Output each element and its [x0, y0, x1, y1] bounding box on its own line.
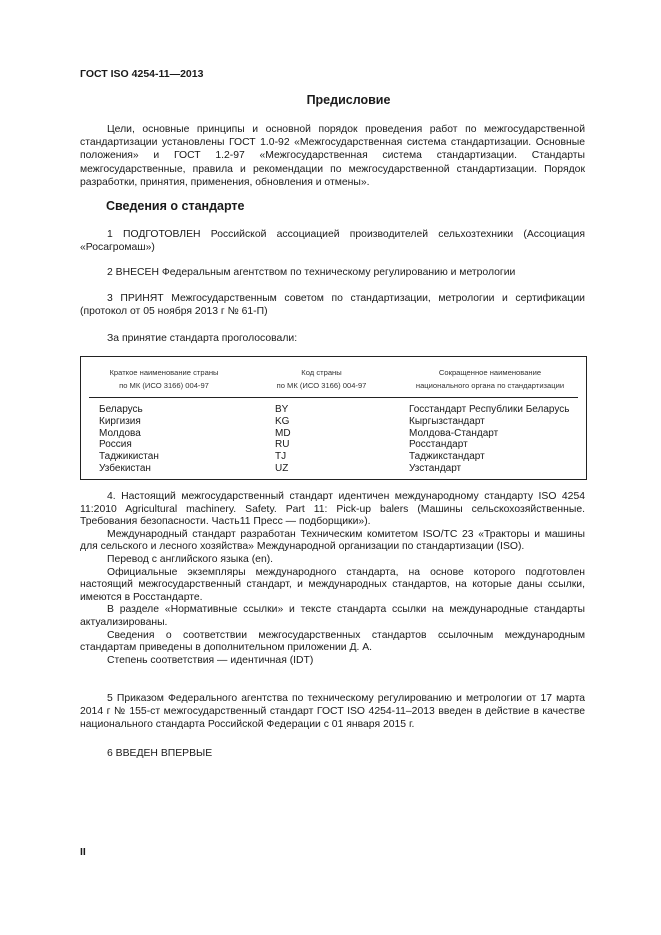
table-cell: Киргизия	[99, 415, 141, 427]
table-cell: Таджикстандарт	[409, 451, 485, 463]
item-4-block	[80, 491, 585, 667]
country-column	[99, 404, 159, 475]
header-line: Сокращенное наименование	[438, 368, 542, 377]
vote-intro: За принятие стандарта проголосовали:	[107, 333, 298, 344]
table-cell: Россия	[99, 439, 132, 451]
item-2: 2 ВНЕСЕН Федеральным агентством по техническому регулированию и метрологии	[107, 267, 516, 278]
header-line: Краткое наименование страны	[109, 368, 219, 377]
table-cell: Беларусь	[99, 404, 143, 415]
item-4-paragraph: Сведения о соответствии межгосударственных стандартов ссылочным международным стандартам приведены в дополнительном приложении Д. А.	[80, 629, 585, 654]
table-cell: Молдова	[99, 427, 141, 439]
table-header-code	[249, 367, 394, 392]
table-cell: Узстандарт	[409, 462, 462, 474]
header-line: Код страны	[301, 368, 342, 377]
page-number: II	[80, 846, 86, 858]
table-cell: RU	[275, 439, 290, 451]
body-column	[409, 404, 569, 475]
header-line: по МК (ИСО 3166) 004-97	[119, 380, 209, 390]
vote-table	[80, 356, 587, 480]
item-4-paragraph: В разделе «Нормативные ссылки» и тексте стандарта ссылки на международные стандарты актуализированы.	[80, 604, 585, 628]
item-1: 1 ПОДГОТОВЛЕН Российской ассоциацией производителей сельхозтехники (Ассоциация «Росагромаш»)	[80, 229, 585, 254]
table-cell: Росстандарт	[409, 439, 468, 451]
table-cell: Госстандарт Республики Беларусь	[409, 404, 570, 415]
item-6: 6 ВВЕДЕН ВПЕРВЫЕ	[107, 748, 213, 759]
table-header-body	[399, 367, 581, 392]
item-5: 5 Приказом Федерального агентства по техническому регулированию и метрологии от 17 марта 2014 г № 155-ст межгосударственный стандарт ГОСТ ISO 4254-11–2013 введен в действие в качестве национального стандарта Российской Федерации с 01 января 2015 г.	[80, 693, 585, 731]
table-cell: KG	[275, 415, 290, 427]
table-header-country	[89, 367, 239, 392]
header-divider	[89, 397, 578, 398]
foreword-title: Предисловие	[306, 93, 391, 107]
header-line: национального органа по стандартизации	[415, 380, 565, 390]
document-code: ГОСТ ISO 4254-11—2013	[80, 68, 204, 80]
table-cell: Кыргызстандарт	[409, 415, 485, 427]
item-4-paragraph: Международный стандарт разработан Техническим комитетом ISO/TC 23 «Тракторы и машины для сельского и лесного хозяйства» Международной организации по стандартизации (ISO).	[80, 528, 585, 553]
item-4-paragraph: 4. Настоящий межгосударственный стандарт идентичен международному стандарту ISO 4254 11:2010 Agricultural machinery. Safety. Part 11: Pick-up balers (Машины сельскохозяйственные. Требования безопасности. Часть11 Пресс — подборщики»).	[80, 491, 585, 528]
table-cell: Таджикистан	[99, 451, 159, 463]
table-cell: MD	[275, 427, 291, 439]
item-3: 3 ПРИНЯТ Межгосударственным советом по стандартизации, метрологии и сертификации (протокол от 05 ноября 2013 г № 61-П)	[80, 293, 585, 318]
standard-info-title: Сведения о стандарте	[106, 199, 245, 213]
item-4-paragraph: Степень соответствия — идентичная (IDT)	[107, 654, 314, 666]
header-line: по МК (ИСО 3166) 004-97	[276, 380, 367, 390]
table-cell: BY	[275, 404, 289, 415]
item-4-paragraph: Официальные экземпляры международного стандарта, на основе которого подготовлен настоящий межгосударственный стандарт, и международных стандартов, на которые даны ссылки, имеются в Росстандарте.	[80, 566, 585, 603]
foreword-text: Цели, основные принципы и основной порядок проведения работ по межгосударственной стандартизации установлены ГОСТ 1.0-92 «Межгосударственная система стандартизации. Основные положения» и ГОСТ 1.2-97 «Межгосударственная система стандартизации. Стандарты межгосударственные, правила и рекомендации по межгосударственной стандартизации. Порядок разработки, принятия, применения, обновления и отмены».	[80, 124, 585, 188]
table-cell: TJ	[275, 451, 287, 463]
table-cell: Узбекистан	[99, 462, 151, 474]
item-4-paragraph: Перевод с английского языка (en).	[107, 553, 274, 565]
table-cell: UZ	[275, 462, 289, 474]
code-column	[275, 404, 291, 475]
table-cell: Молдова-Стандарт	[409, 427, 499, 439]
